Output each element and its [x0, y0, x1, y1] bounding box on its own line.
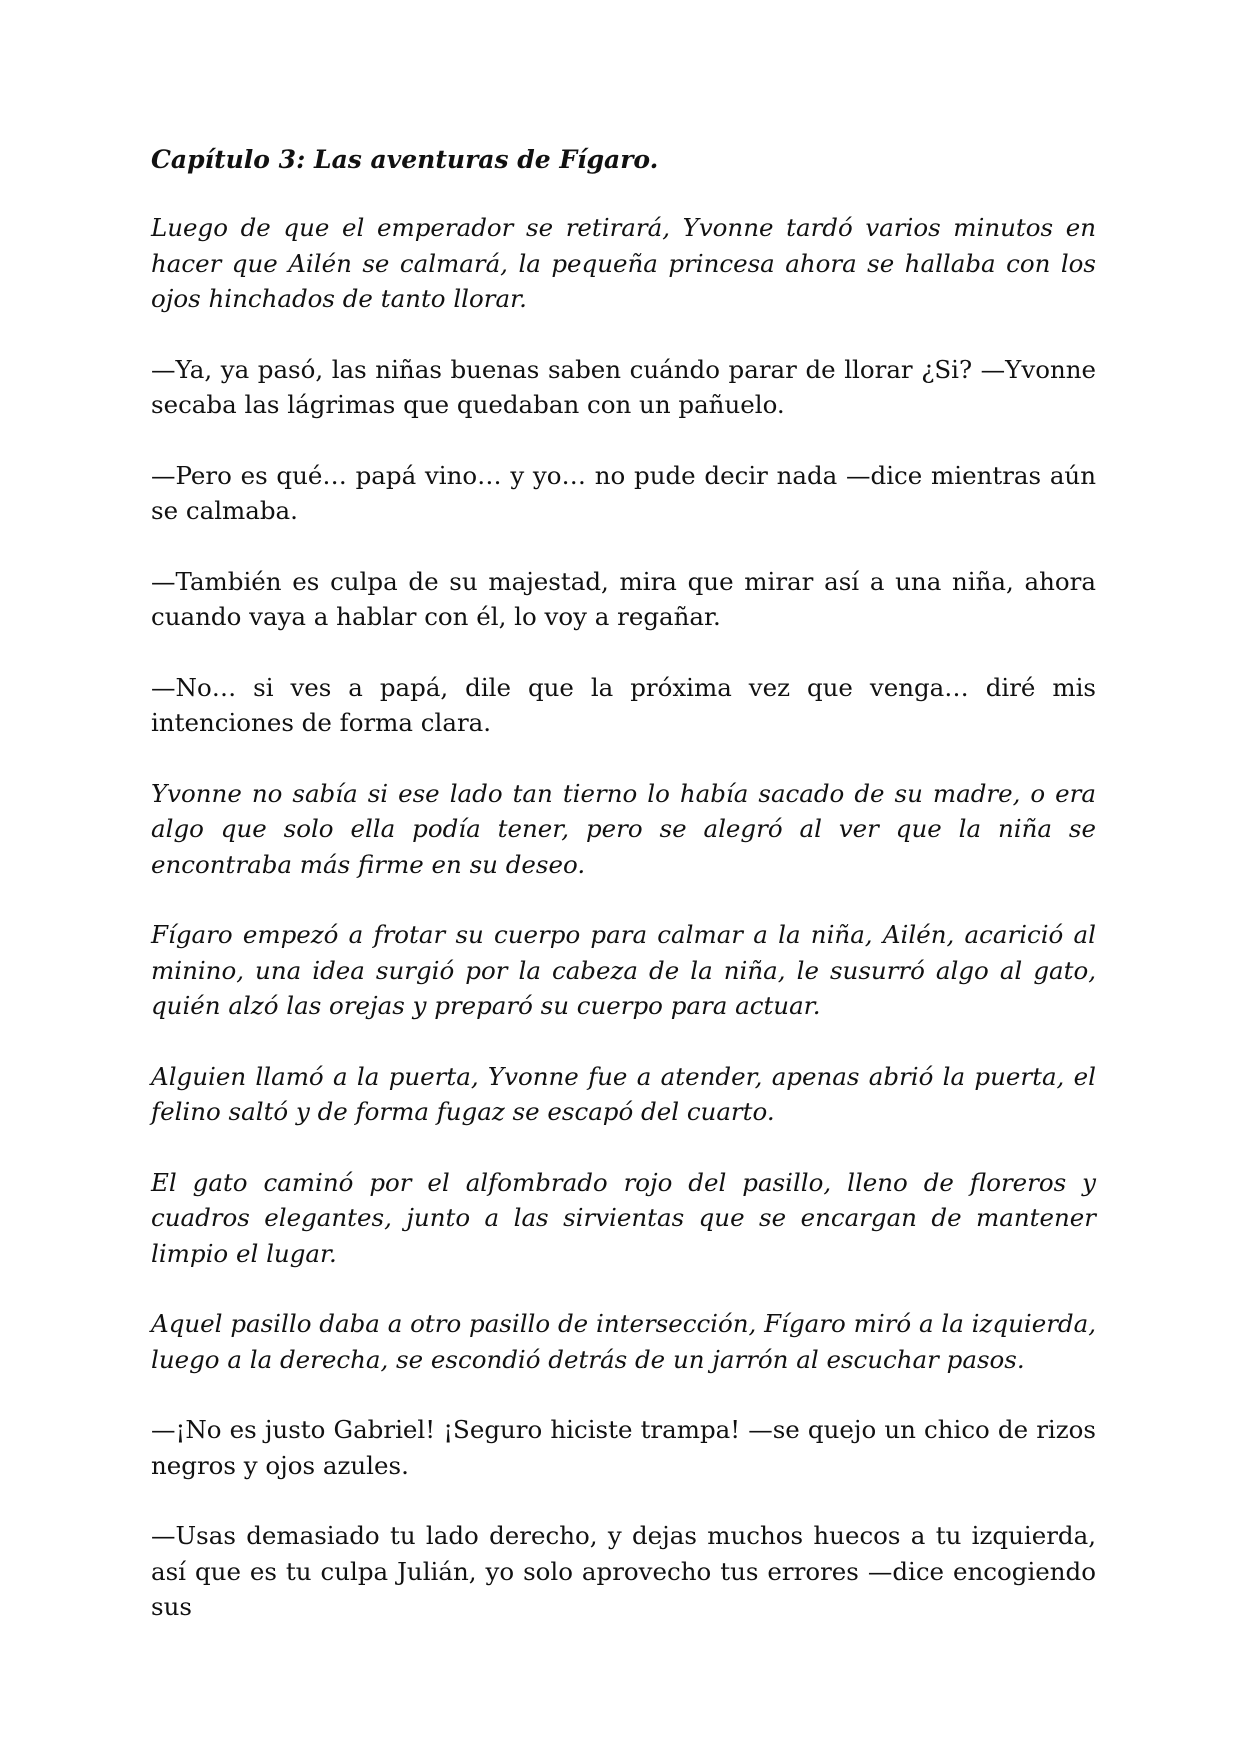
paragraph-7: Fígaro empezó a frotar su cuerpo para calmar a la niña, Ailén, acarició al minino, una idea surgió por la cabeza de la niña, le susurró algo al gato, quién alzó las orejas y preparó su cuerpo para actuar.	[151, 920, 1096, 1020]
paragraph-11: —¡No es justo Gabriel! ¡Seguro hiciste trampa! —se quejo un chico de rizos negros y ojos azules.	[151, 1415, 1096, 1480]
paragraph-4: —También es culpa de su majestad, mira que mirar así a una niña, ahora cuando vaya a hablar con él, lo voy a regañar.	[151, 566, 1096, 631]
chapter-title: Capítulo 3: Las aventuras de Fígaro.	[151, 145, 659, 174]
paragraph-8: Alguien llamó a la puerta, Yvonne fue a atender, apenas abrió la puerta, el felino saltó y de forma fugaz se escapó del cuarto.	[151, 1061, 1096, 1126]
paragraph-12: —Usas demasiado tu lado derecho, y dejas muchos huecos a tu izquierda, así que es tu culpa Julián, yo solo aprovecho tus errores —dice encogiendo sus	[151, 1521, 1096, 1621]
paragraph-5: —No… si ves a papá, dile que la próxima vez que venga… diré mis intenciones de forma clara.	[151, 672, 1096, 737]
paragraph-1: Luego de que el emperador se retirará, Yvonne tardó varios minutos en hacer que Ailén se calmará, la pequeña princesa ahora se hallaba con los ojos hinchados de tanto llorar.	[151, 213, 1096, 313]
paragraph-3: —Pero es qué… papá vino… y yo… no pude decir nada —dice mientras aún se calmaba.	[151, 460, 1096, 525]
paragraph-2: —Ya, ya pasó, las niñas buenas saben cuándo parar de llorar ¿Si? —Yvonne secaba las lágrimas que quedaban con un pañuelo.	[151, 354, 1096, 419]
paragraph-9: El gato caminó por el alfombrado rojo del pasillo, lleno de floreros y cuadros elegantes, junto a las sirvientas que se encargan de mantener limpio el lugar.	[151, 1167, 1096, 1268]
paragraph-10: Aquel pasillo daba a otro pasillo de intersección, Fígaro miró a la izquierda, luego a la derecha, se escondió detrás de un jarrón al escuchar pasos.	[151, 1309, 1096, 1374]
paragraph-6: Yvonne no sabía si ese lado tan tierno lo había sacado de su madre, o era algo que solo ella podía tener, pero se alegró al ver que la niña se encontraba más firme en su deseo.	[151, 778, 1096, 879]
document-page	[151, 140, 1096, 1660]
